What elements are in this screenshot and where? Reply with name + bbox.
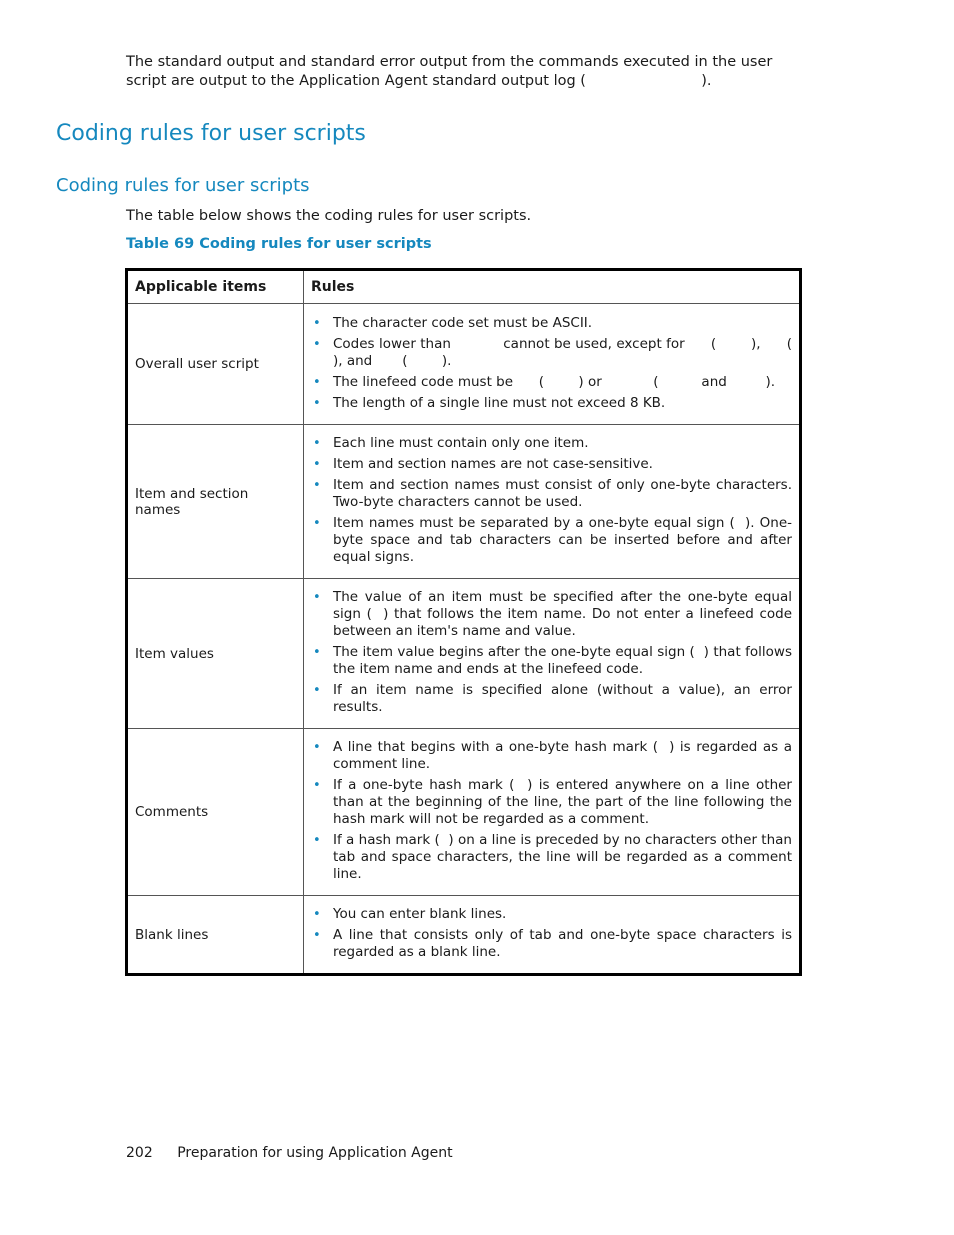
bullet-icon: •: [313, 315, 321, 331]
rule-text: If a one-byte hash mark ( ) is entered anywhere on a line other than at the beginning of the line, the part of the line following the hash mark will not be regarded as a comment.: [333, 777, 797, 827]
rules-list: [311, 314, 827, 412]
lead-paragraph: The table below shows the coding rules for user scripts.: [126, 208, 532, 224]
list-item: [311, 335, 827, 370]
table-row: [127, 425, 801, 579]
list-item: [311, 906, 792, 923]
list-item: [311, 832, 797, 883]
rules-list: [311, 739, 797, 883]
rule-text: The character code set must be ASCII.: [333, 314, 593, 331]
bullet-icon: •: [313, 436, 321, 451]
rules-cell: [304, 425, 801, 579]
list-item: [311, 435, 792, 452]
page-number: 202: [126, 1145, 153, 1161]
list-item: [311, 374, 792, 391]
table-row: [127, 729, 801, 896]
rule-text: If an item name is specified alone (without a value), an error results.: [333, 682, 797, 715]
applicable-item-cell: Blank lines: [127, 896, 304, 975]
rule-text: You can enter blank lines.: [333, 906, 507, 922]
rule-text: Item names must be separated by a one-byte equal sign ( ). One-byte space and tab characters can be inserted before and after equal signs.: [333, 515, 797, 565]
rules-cell: [304, 896, 801, 975]
bullet-icon: •: [313, 516, 321, 531]
rule-text: The value of an item must be specified after the one-byte equal sign ( ) that follows the item name. Do not enter a linefeed code between an item's name and value.: [333, 589, 797, 639]
list-item: [311, 739, 797, 773]
page-footer: [126, 1145, 453, 1161]
bullet-icon: •: [313, 778, 321, 793]
list-item: [311, 927, 797, 961]
list-item: [311, 477, 797, 511]
applicable-item-cell: Item values: [127, 579, 304, 729]
table-row: [127, 579, 801, 729]
header-applicable-items: Applicable items: [127, 270, 304, 304]
list-item: [311, 395, 792, 412]
applicable-item-cell: Item and section names: [127, 425, 304, 579]
rule-text: A line that begins with a one-byte hash mark ( ) is regarded as a comment line.: [333, 739, 797, 772]
rules-list: [311, 589, 797, 716]
list-item: [311, 644, 797, 678]
intro-paragraph: The standard output and standard error output from the commands executed in the user script are output to the Application Agent standard output log ( ).: [126, 54, 777, 89]
table-body: [127, 304, 827, 975]
rule-text: Item and section names are not case-sensitive.: [333, 456, 653, 472]
list-item: [311, 515, 797, 566]
table-caption: Table 69 Coding rules for user scripts: [126, 236, 432, 252]
rule-text: A line that consists only of tab and one-byte space characters is regarded as a blank line.: [333, 927, 797, 960]
bullet-icon: •: [313, 336, 321, 352]
rule-text: The item value begins after the one-byte equal sign ( ) that follows the item name and ends at the linefeed code.: [333, 644, 797, 677]
rules-list: [311, 906, 797, 961]
header-rules: Rules: [304, 270, 801, 304]
rule-text: If a hash mark ( ) on a line is preceded by no characters other than tab and space characters, the line will be regarded as a comment line.: [333, 832, 797, 882]
footer-section-title: Preparation for using Application Agent: [177, 1145, 453, 1161]
list-item: [311, 589, 797, 640]
rule-text: The length of a single line must not exceed 8 KB.: [333, 394, 666, 411]
list-item: [311, 456, 792, 473]
applicable-item-cell: Comments: [127, 729, 304, 896]
bullet-icon: •: [313, 374, 321, 390]
bullet-icon: •: [313, 590, 321, 605]
rule-text: Codes lower than cannot be used, except for ( ), ( ), and ( ).: [333, 335, 827, 369]
applicable-item-cell: Overall user script: [127, 304, 304, 425]
list-item: [311, 682, 797, 716]
section-heading: Coding rules for user scripts: [56, 121, 366, 146]
bullet-icon: •: [313, 478, 321, 493]
bullet-icon: •: [313, 907, 321, 922]
bullet-icon: •: [313, 683, 321, 698]
bullet-icon: •: [313, 457, 321, 472]
table-row: [127, 304, 801, 425]
rule-text: Each line must contain only one item.: [333, 435, 589, 451]
bullet-icon: •: [313, 395, 321, 411]
bullet-icon: •: [313, 740, 321, 755]
bullet-icon: •: [313, 645, 321, 660]
rules-cell: [304, 304, 827, 425]
table-header-row: [127, 270, 801, 304]
rule-text: Item and section names must consist of only one-byte characters. Two-byte characters cannot be used.: [333, 477, 797, 510]
rules-cell: [304, 729, 801, 896]
table-row: [127, 896, 801, 975]
list-item: [311, 777, 797, 828]
rule-text: The linefeed code must be ( ) or ( and ).: [333, 373, 775, 390]
bullet-icon: •: [313, 833, 321, 848]
list-item: [311, 315, 792, 332]
rules-cell: [304, 579, 801, 729]
bullet-icon: •: [313, 928, 321, 943]
subsection-heading: Coding rules for user scripts: [56, 175, 310, 196]
coding-rules-table: [125, 268, 827, 976]
rules-list: [311, 435, 797, 566]
